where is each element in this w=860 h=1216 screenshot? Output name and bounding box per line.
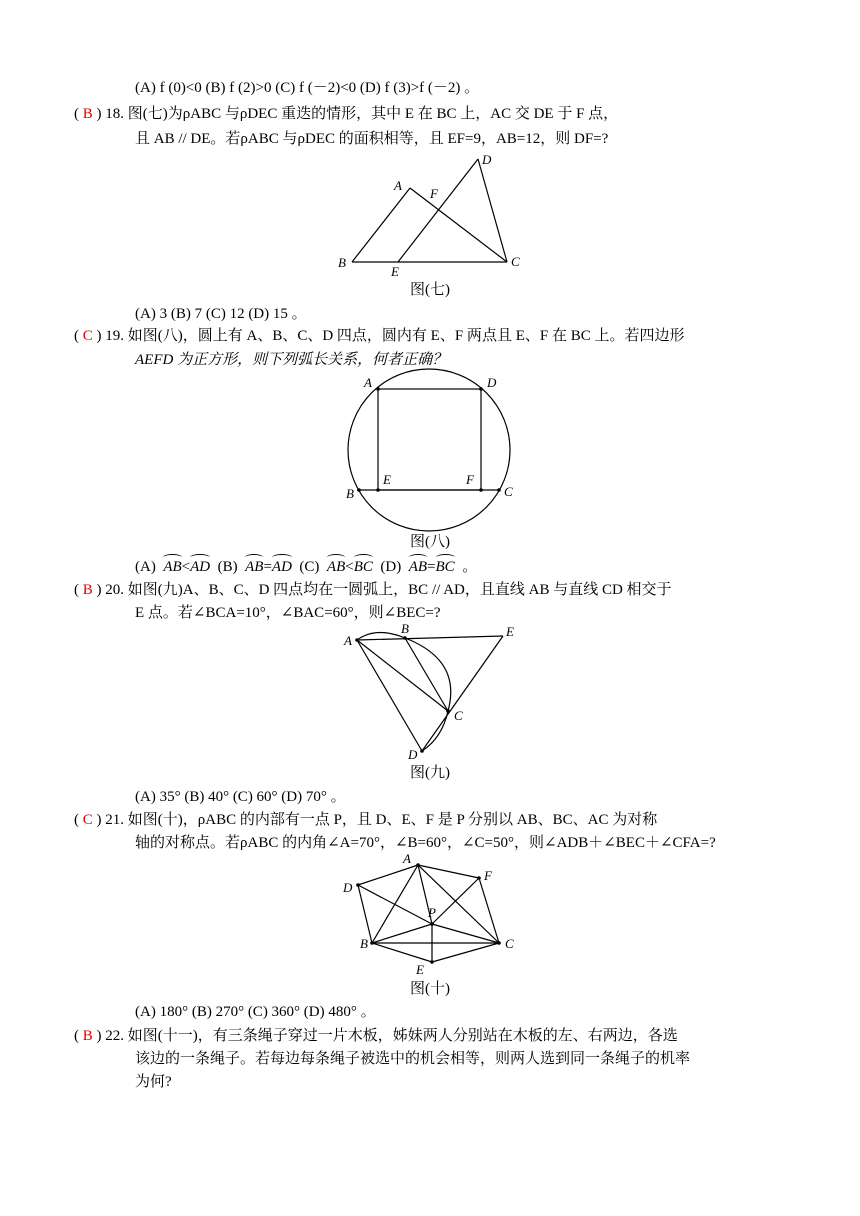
- figure-9-caption: 图(九): [410, 765, 450, 781]
- label-a: A: [394, 178, 402, 193]
- q20-stem-line2: E 点。若∠BCA=10°，∠BAC=60°，则∠BEC=?: [135, 605, 441, 621]
- q19-options: (A) AB<AD (B) AB=AD (C) AB<BC (D) AB=BC 。: [135, 559, 478, 575]
- figure-8-caption: 图(八): [410, 534, 450, 550]
- label-e: E: [416, 962, 424, 977]
- q22-stem-line3: 为何?: [135, 1074, 172, 1090]
- question-number: 18: [105, 106, 121, 122]
- label-b: B: [338, 255, 346, 270]
- answer-letter: C: [82, 328, 93, 344]
- q19-stem-line2: AEFD 为正方形，则下列弧长关系，何者正确？: [135, 352, 448, 368]
- q18-stem-line2: 且 AB // DE。若ρABC 与ρDEC 的面积相等，且 EF=9，AB=12，则 DF=?: [135, 131, 609, 147]
- label-c: C: [504, 484, 513, 499]
- label-b: B: [360, 936, 368, 951]
- label-a: A: [344, 633, 352, 648]
- label-d: D: [343, 880, 353, 895]
- q22-stem-line2: 该边的一条绳子。若每边每条绳子被选中的机会相等，则两人选到同一条绳子的机率: [135, 1051, 691, 1067]
- question-number: 22: [105, 1028, 121, 1044]
- label-a: A: [403, 851, 411, 866]
- figure-10-caption: 图(十): [410, 981, 450, 997]
- q21-stem-line2: 轴的对称点。若ρABC 的内角∠A=70°，∠B=60°，∠C=50°，则∠ADB＋∠BEC＋∠CFA=?: [135, 835, 716, 851]
- label-c: C: [511, 254, 520, 269]
- label-d: D: [487, 375, 497, 390]
- q17-options: (A) f (0)<0 (B) f (2)>0 (C) f (－2)<0 (D) f (3)>f (－2) 。: [135, 80, 480, 96]
- q18-options: (A) 3 (B) 7 (C) 12 (D) 15 。: [135, 306, 307, 322]
- label-e: E: [391, 264, 399, 279]
- question-number: 20: [105, 582, 121, 598]
- stem-text: . 如图(八)，圆上有 A、B、C、D 四点，圆内有 E、F 两点且 E、F 在 BC 上。若四边形: [120, 328, 685, 344]
- answer-mark: ( B ): [74, 1028, 106, 1044]
- answer-letter: B: [82, 582, 93, 598]
- label-d: D: [482, 152, 492, 167]
- q21-options: (A) 180° (B) 270° (C) 360° (D) 480° 。: [135, 1004, 376, 1020]
- label-f: F: [466, 472, 474, 487]
- label-f: F: [484, 868, 492, 883]
- stem-text: . 如图(十)，ρABC 的内部有一点 P，且 D、E、F 是 P 分别以 AB、BC、AC 为对称: [120, 812, 658, 828]
- answer-letter: B: [82, 106, 93, 122]
- label-e: E: [506, 624, 514, 639]
- label-p: P: [428, 905, 436, 920]
- stem-text: . 如图(九)A、B、C、D 四点均在一圆弧上，BC // AD，且直线 AB 与直线 CD 相交于: [120, 582, 672, 598]
- stem-text: . 如图(十一)，有三条绳子穿过一片木板，姊妹两人分别站在木板的左、右两边，各选: [120, 1028, 678, 1044]
- label-a: A: [364, 375, 372, 390]
- stem-text: . 图(七)为ρABC 与ρDEC 重迭的情形，其中 E 在 BC 上，AC 交 DE 于 F 点，: [120, 106, 619, 122]
- label-b: B: [401, 621, 409, 636]
- q20-options: (A) 35° (B) 40° (C) 60° (D) 70° 。: [135, 789, 346, 805]
- q22-stem-line1: [74, 1026, 678, 1046]
- answer-letter: C: [82, 812, 93, 828]
- label-d: D: [408, 747, 418, 762]
- label-c: C: [505, 936, 514, 951]
- question-number: 19: [105, 328, 121, 344]
- answer-letter: B: [82, 1028, 93, 1044]
- answer-mark: ( B ): [74, 582, 106, 598]
- label-e: E: [383, 472, 391, 487]
- question-number: 21: [105, 812, 121, 828]
- answer-mark: ( B ): [74, 106, 106, 122]
- answer-mark: ( C ): [74, 812, 106, 828]
- label-b: B: [346, 486, 354, 501]
- figure-7-caption: 图(七): [410, 282, 450, 298]
- answer-mark: ( C ): [74, 328, 106, 344]
- label-c: C: [454, 708, 463, 723]
- label-f: F: [430, 186, 438, 201]
